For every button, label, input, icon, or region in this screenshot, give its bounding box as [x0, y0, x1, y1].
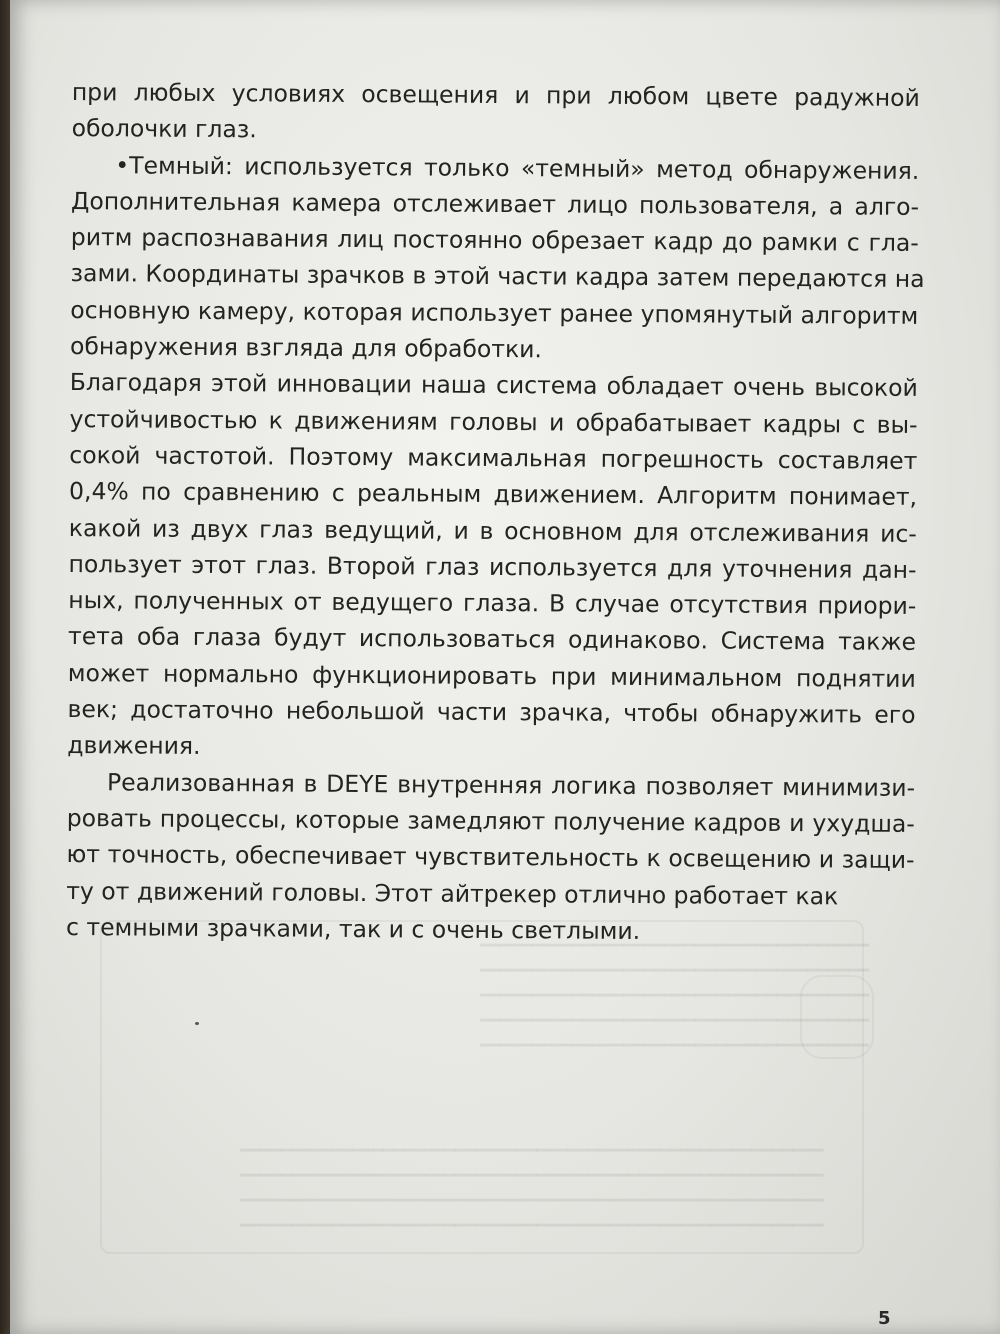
text-line: устойчивостью к движениям головы и обрабатывает кадры с вы- — [69, 404, 918, 439]
text-line: ту от движений головы. Этот айтрекер отлично работает как — [66, 876, 839, 910]
text-line: ют точность, обеспечивает чувствительность к освещению и защи- — [66, 840, 915, 875]
text-line: ровать процессы, которые замедляют получение кадров и ухудша- — [66, 803, 915, 838]
page-number: 5 — [878, 1308, 891, 1329]
book-page — [10, 0, 1000, 1334]
text-line: пользует этот глаз. Второй глаз используется для уточнения дан- — [68, 549, 917, 584]
bleed-through-text: ━━━━━━━━━━━━━━━━━━━━━━━━━━━━━━━━━━━━━━ — [480, 936, 869, 956]
text-line: обнаружения взгляда для обработки. — [70, 332, 543, 364]
bleed-through-icon — [800, 975, 874, 1059]
text-line: зами. Координаты зрачков в этой части кадра затем передаются на — [70, 259, 925, 294]
text-line: 0,4% по сравнению с реальным движением. Алгоритм понимает, — [68, 477, 918, 512]
bleed-through-text: ━━━━━━━━━━━━━━━━━━━━━━━━━━━━━━━━━━━━━━━━━━━━━━━━━━━━━━━━━ — [240, 1166, 824, 1186]
text-line: ритм распознавания лиц постоянно обрезает кадр до рамки с гла- — [70, 223, 919, 258]
bleed-through-text: ━━━━━━━━━━━━━━━━━━━━━━━━━━━━━━━━━━━━━━ — [480, 961, 869, 981]
text-line: движения. — [67, 731, 201, 761]
text-line: сокой частотой. Поэтому максимальная погрешность составляет — [69, 440, 918, 475]
bleed-through-text: ━━━━━━━━━━━━━━━━━━━━━━━━━━━━━━━━━━━━━━━━━━━━━━━━━━━━━━━━━ — [240, 1141, 824, 1161]
text-line: может нормально функционировать при минимальном поднятии — [67, 658, 916, 693]
text-line: с темными зрачками, так и с очень светлыми. — [65, 912, 641, 945]
paper-speck — [195, 1022, 199, 1025]
text-line: оболочки глаз. — [71, 114, 257, 144]
bleed-through-text: ━━━━━━━━━━━━━━━━━━━━━━━━━━━━━━━━━━━━━━━━━━━━━━━━━━━━━━━━━ — [240, 1216, 824, 1236]
text-line: тета оба глаза будут использоваться одинаково. Система также — [67, 622, 917, 657]
text-line: какой из двух глаз ведущий, и в основном для отслеживания ис- — [68, 513, 917, 548]
bleed-through-text: ━━━━━━━━━━━━━━━━━━━━━━━━━━━━━━━━━━━━━━━━━━━━━━━━━━━━━━━━━ — [240, 1191, 824, 1211]
text-line: •Темный: используется только «темный» метод обнаружения. — [115, 150, 920, 185]
bleed-through-text: ━━━━━━━━━━━━━━━━━━━━━━━━━━━━━━━━━━━━━━ — [480, 986, 869, 1006]
text-line: Реализованная в DEYE внутренняя логика позволяет минимизи- — [106, 767, 916, 802]
text-line: ных, полученных от ведущего глаза. В случае отсутствия приори- — [68, 586, 917, 621]
text-line: Дополнительная камера отслеживает лицо пользователя, а алго- — [71, 186, 920, 221]
text-line: при любых условиях освещения и при любом цвете радужной — [71, 77, 920, 112]
text-line: век; достаточно небольшой части зрачка, чтобы обнаружить его — [67, 695, 916, 729]
text-line: Благодаря этой инновации наша система обладает очень высокой — [69, 368, 918, 403]
bleed-through-text: ━━━━━━━━━━━━━━━━━━━━━━━━━━━━━━━━━━━━━━ — [480, 1011, 869, 1031]
bleed-through-text: ━━━━━━━━━━━━━━━━━━━━━━━━━━━━━━━━━━━━━━ — [480, 1036, 869, 1056]
text-line: основную камеру, которая использует ранее упомянутый алгоритм — [70, 295, 919, 330]
main-text-block — [65, 74, 925, 951]
